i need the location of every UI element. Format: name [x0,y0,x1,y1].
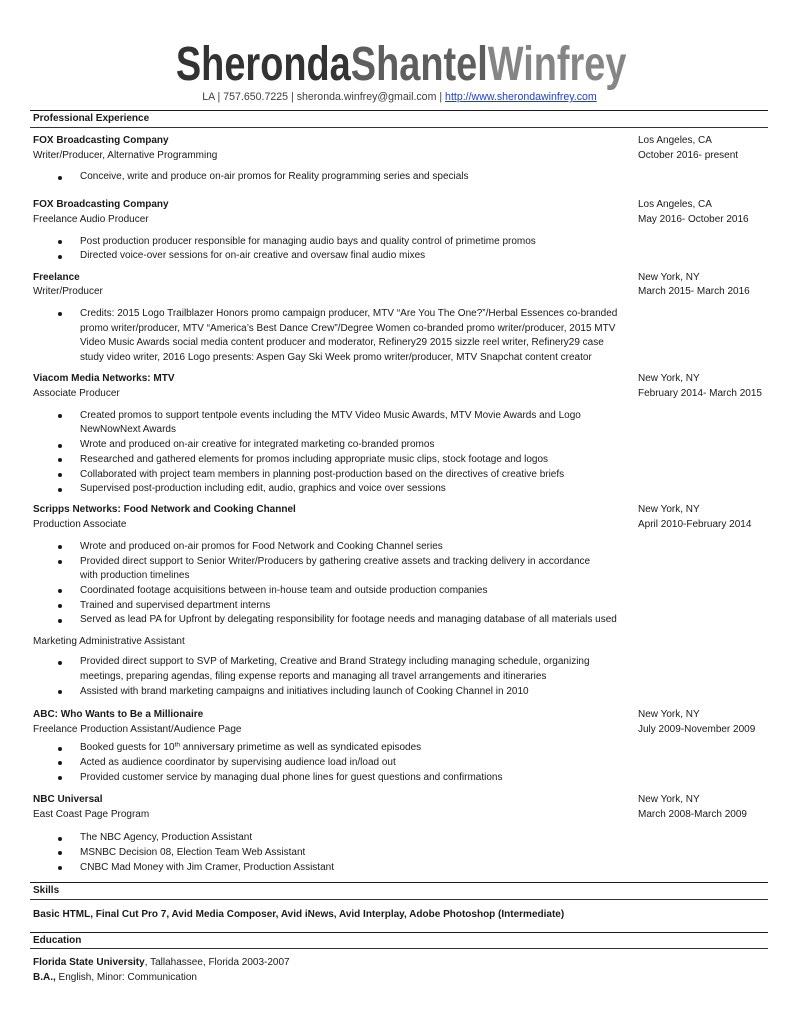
bullet-text-line: CNBC Mad Money with Jim Cramer, Production Assistant [80,861,334,873]
bullet-list [33,655,768,699]
bullet-icon [58,488,62,492]
job-header-row [33,372,768,387]
bullet-item [33,599,768,614]
candidate-name [0,37,791,93]
company-name: FOX Broadcasting Company [33,135,169,146]
school-name: Florida State University [33,957,145,969]
bullet-item [33,741,768,756]
bullet-text-line: Researched and gathered elements for promos including appropriate music clips, stock footage and logos [80,453,549,465]
bullet-icon [58,747,62,751]
job-entry [33,134,768,185]
bullet-item [33,771,768,786]
skills-section [30,908,768,923]
bullet-item [33,555,768,584]
name-first: Sheronda [176,38,352,91]
job-title: Writer/Producer [33,286,103,298]
bullet-text-line: Supervised post-production including edit, audio, graphics and voice over sessions [80,483,446,495]
website-link[interactable]: http://www.sherondawinfrey.com [445,91,597,103]
job-header-row [33,793,768,808]
contact-separator: | [214,91,224,103]
bullet-text-line: Provided customer service by managing dual phone lines for guest questions and confirmations [80,771,503,783]
bullet-icon [58,255,62,259]
bullet-text-segment: anniversary primetime as well as syndicated episodes [179,742,422,754]
job-location: New York, NY [638,271,700,283]
bullet-text-line: Directed voice-over sessions for on-air creative and oversaw final audio mixes [80,250,426,262]
bullet-text-line: MSNBC Decision 08, Election Team Web Assistant [80,846,306,858]
job-title: Associate Producer [33,388,120,400]
job-entry [33,271,768,366]
job-subheader-row [33,387,768,402]
job-location: New York, NY [638,709,700,721]
bullet-text-line: Trained and supervised department interns [80,599,271,611]
degree-line [33,971,768,986]
bullet-item [33,409,768,438]
bullet-icon [58,176,62,180]
bullet-item [33,468,768,483]
bullet-icon [58,866,62,870]
school-detail: , Tallahassee, Florida 2003-2007 [144,957,290,969]
job-title: Production Associate [33,519,127,531]
education-section [30,956,768,985]
candidate-name-text [176,37,627,93]
resume-body [30,110,768,985]
job-dates: October 2016- present [638,149,739,161]
bullet-text-line: promo writer/producer, MTV “America’s Best Dance Crew”/Degree Women co-branded promo writer/producer, 2015 MTV [80,322,616,334]
bullet-text-line: Provided direct support to SVP of Marketing, Creative and Brand Strategy including managing schedule, organizing [80,656,590,668]
job-dates: April 2010-February 2014 [638,519,752,531]
job-subheader-row [33,285,768,300]
bullet-item [33,235,768,250]
job-dates: February 2014- March 2015 [638,388,762,400]
bullet-item [33,655,768,684]
job-header-row [33,708,768,723]
experience-section [30,134,768,875]
contact-phone: 757.650.7225 [223,91,289,103]
bullet-text-line: Credits: 2015 Logo Trailblazer Honors promo campaign producer, MTV “Are You The One?”/Herbal Essences co-branded [80,308,618,320]
bullet-item [33,453,768,468]
job-subheader-row [33,808,768,823]
bullet-list [33,831,768,875]
bullet-text-line: study video writer, 2016 Logo presents: Aspen Gay Ski Week promo writer/producer, MTV Snapchat content creator [80,352,592,364]
job-subheader-row [33,723,768,738]
bullet-icon [58,776,62,780]
bullet-icon [58,545,62,549]
bullet-list [33,235,768,264]
bullet-text-line: Wrote and produced on-air creative for integrated marketing co-branded promos [80,439,435,451]
company-name: ABC: Who Wants to Be a Millionaire [33,709,204,721]
job-subheader-row [33,518,768,533]
job-title: Freelance Production Assistant/Audience Page [33,724,242,736]
bullet-text-line: Served as lead PA for Upfront by delegating responsibility for footage needs and managing database of all materials used [80,614,617,626]
bullet-text-line: Coordinated footage acquisitions between in-house team and outside production companies [80,584,488,596]
job-header-row [33,134,768,149]
bullet-icon [58,414,62,418]
job-header-row [33,271,768,286]
bullet-item [33,831,768,846]
experience-list [33,134,768,875]
bullet-text-line: meetings, preparing agendas, filing expense reports and managing all travel arrangements and itineraries [80,670,547,682]
bullet-item [33,307,768,366]
bullet-text-segment: Booked guests for 10 [80,742,175,754]
job-title: Writer/Producer, Alternative Programming [33,149,218,161]
bullet-text-line: NewNowNext Awards [80,424,176,436]
contact-email: sheronda.winfrey@gmail.com [296,91,437,103]
degree-detail: English, Minor: Communication [55,971,197,983]
job-title: Freelance Audio Producer [33,214,149,226]
bullet-text-line: Wrote and produced on-air promos for Food Network and Cooking Channel series [80,540,443,552]
bullet-icon [58,589,62,593]
bullet-icon [58,851,62,855]
bullet-item [33,170,768,185]
job-header-row [33,198,768,213]
bullet-item [33,846,768,861]
bullet-text-superscript: th [174,741,180,749]
contact-location: LA [202,91,215,103]
job-location: Los Angeles, CA [638,135,712,146]
bullet-item [33,482,768,497]
bullet-item [33,249,768,264]
company-name: NBC Universal [33,794,103,806]
bullet-text-line: Video Music Awards social media content producer and moderator, Refinery29 2015 sizzle reel writer, Refinery29 case [80,337,604,349]
section-heading-education: Education [30,932,768,950]
education-entry [33,956,768,985]
bullet-text-line: Acted as audience coordinator by supervising audience load in/load out [80,756,396,768]
company-name: Scripps Networks: Food Network and Cooking Channel [33,504,296,516]
bullet-text-line: Conceive, write and produce on-air promos for Reality programming series and specials [80,171,469,183]
contact-separator: | [288,91,297,103]
job-entry [33,372,768,497]
bullet-icon [58,604,62,608]
bullet-text-line: The NBC Agency, Production Assistant [80,832,253,844]
job-subheader-row [33,149,768,164]
bullet-icon [58,690,62,694]
bullet-icon [58,761,62,765]
job-entry [33,503,768,699]
job-entry [33,793,768,875]
bullet-icon [58,560,62,564]
bullet-icon [58,458,62,462]
section-heading-experience: Professional Experience [30,110,768,128]
company-name: Freelance [33,271,80,283]
bullet-item [33,861,768,876]
job-entry [33,198,768,264]
job-dates: March 2008-March 2009 [638,809,747,820]
job-header-row [33,503,768,518]
bullet-item [33,584,768,599]
contact-line [0,90,791,104]
bullet-text-line: Post production producer responsible for managing audio bays and quality control of primetime promos [80,235,536,247]
job-location: New York, NY [638,373,700,385]
company-name: Viacom Media Networks: MTV [33,373,175,385]
bullet-list [33,307,768,366]
bullet-icon [58,473,62,477]
skills-list: Basic HTML, Final Cut Pro 7, Avid Media Composer, Avid iNews, Avid Interplay, Adobe Photoshop (Intermediate) [33,908,565,920]
company-name: FOX Broadcasting Company [33,199,169,211]
bullet-icon [58,240,62,244]
bullet-text-line [80,741,768,756]
bullet-text-line: with production timelines [80,570,190,582]
job-location: Los Angeles, CA [638,199,712,211]
bullet-list [33,741,768,785]
bullet-list [33,170,768,185]
bullet-list [33,409,768,497]
bullet-item [33,438,768,453]
bullet-icon [58,661,62,665]
school-line [33,956,768,971]
job-subheader-row [33,213,768,228]
job-title: East Coast Page Program [33,809,150,820]
bullet-item [33,756,768,771]
bullet-icon [58,312,62,316]
bullet-text-line: Collaborated with project team members in planning post-production based on the directives of creative briefs [80,468,565,480]
name-middle: Shantel [351,38,489,91]
bullet-icon [58,837,62,841]
bullet-text-line: Created promos to support tentpole events including the MTV Video Music Awards, MTV Movie Awards and Logo [80,409,581,421]
bullet-text-line: Provided direct support to Senior Writer/Producers by gathering creative assets and tracking delivery in accordance [80,555,591,567]
job-dates: March 2015- March 2016 [638,286,750,298]
job-location: New York, NY [638,794,700,806]
job-dates: July 2009-November 2009 [638,724,756,736]
job-location: New York, NY [638,504,700,516]
section-heading-skills: Skills [30,882,768,900]
sub-role-title: Marketing Administrative Assistant [33,635,185,647]
bullet-item [33,613,768,628]
job-dates: May 2016- October 2016 [638,214,749,226]
bullet-text-line: Assisted with brand marketing campaigns and initiatives including launch of Cooking Channel in 2010 [80,685,529,697]
contact-separator: | [436,91,446,103]
bullet-item [33,540,768,555]
degree-name: B.A., [33,971,56,983]
bullet-item [33,685,768,700]
bullet-list [33,540,768,628]
name-last: Winfrey [488,38,627,91]
job-entry [33,708,768,785]
bullet-icon [58,619,62,623]
bullet-icon [58,444,62,448]
